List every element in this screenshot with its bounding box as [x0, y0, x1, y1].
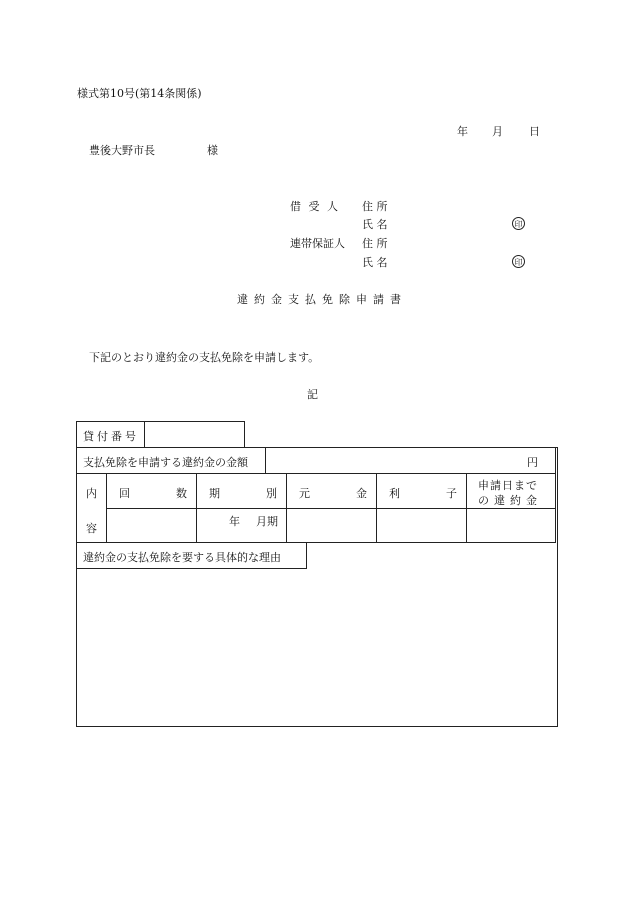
count-header-2: 数 [176, 487, 187, 500]
count-header-1: 回 [119, 487, 130, 500]
date-day: 日 [529, 125, 540, 138]
principal-header-1: 元 [299, 487, 310, 500]
date-month: 月 [492, 125, 503, 138]
penalty-input[interactable] [466, 508, 556, 543]
naiyo-cell [76, 473, 107, 543]
count-header [106, 473, 197, 509]
ki-heading: 記 [307, 388, 318, 401]
period-header [196, 473, 287, 509]
period-header-1: 期 [209, 487, 220, 500]
interest-header-2: 子 [446, 487, 457, 500]
guarantor-label: 連帯保証人 [290, 237, 345, 250]
amount-input[interactable] [265, 447, 556, 474]
loan-number-label-cell [76, 421, 145, 448]
reason-label: 違約金の支払免除を要する具体的な理由 [83, 551, 281, 564]
loan-number-label: 貸付番号 [83, 430, 139, 443]
borrower-label: 借 受 人 [290, 200, 340, 213]
loan-number-input[interactable] [144, 421, 245, 448]
period-header-2: 別 [266, 487, 277, 500]
period-input[interactable] [196, 508, 287, 543]
amount-label-cell [76, 447, 266, 474]
addressee-honorific: 様 [207, 144, 218, 157]
addressee-name: 豊後大野市長 [89, 144, 155, 157]
interest-header-1: 利 [389, 487, 400, 500]
period-year: 年 [229, 515, 240, 528]
borrower-seal-icon: 印 [512, 217, 525, 230]
naiyo-char-1: 内 [86, 487, 97, 500]
principal-header [286, 473, 377, 509]
penalty-header-2: の違約金 [478, 494, 542, 507]
reason-textarea[interactable] [77, 569, 555, 724]
borrower-address-label: 住 所 [362, 200, 388, 213]
interest-header [376, 473, 467, 509]
document-title: 違約金支払免除申請書 [237, 293, 407, 306]
form-number: 様式第10号(第14条関係) [77, 87, 202, 100]
date-year: 年 [457, 125, 468, 138]
reason-label-cell [76, 542, 307, 569]
principal-input[interactable] [286, 508, 377, 543]
borrower-name-label: 氏 名 [362, 218, 388, 231]
penalty-header [466, 473, 556, 509]
period-month: 月期 [256, 515, 278, 528]
naiyo-char-2: 容 [86, 522, 97, 535]
count-input[interactable] [106, 508, 197, 543]
body-text: 下記のとおり違約金の支払免除を申請します。 [89, 351, 320, 364]
guarantor-name-label: 氏 名 [362, 256, 388, 269]
guarantor-address-label: 住 所 [362, 237, 388, 250]
principal-header-2: 金 [356, 487, 367, 500]
amount-label: 支払免除を申請する違約金の金額 [83, 456, 248, 469]
penalty-header-1: 申請日まで [478, 479, 538, 492]
amount-unit: 円 [527, 456, 538, 469]
guarantor-seal-icon: 印 [512, 255, 525, 268]
interest-input[interactable] [376, 508, 467, 543]
